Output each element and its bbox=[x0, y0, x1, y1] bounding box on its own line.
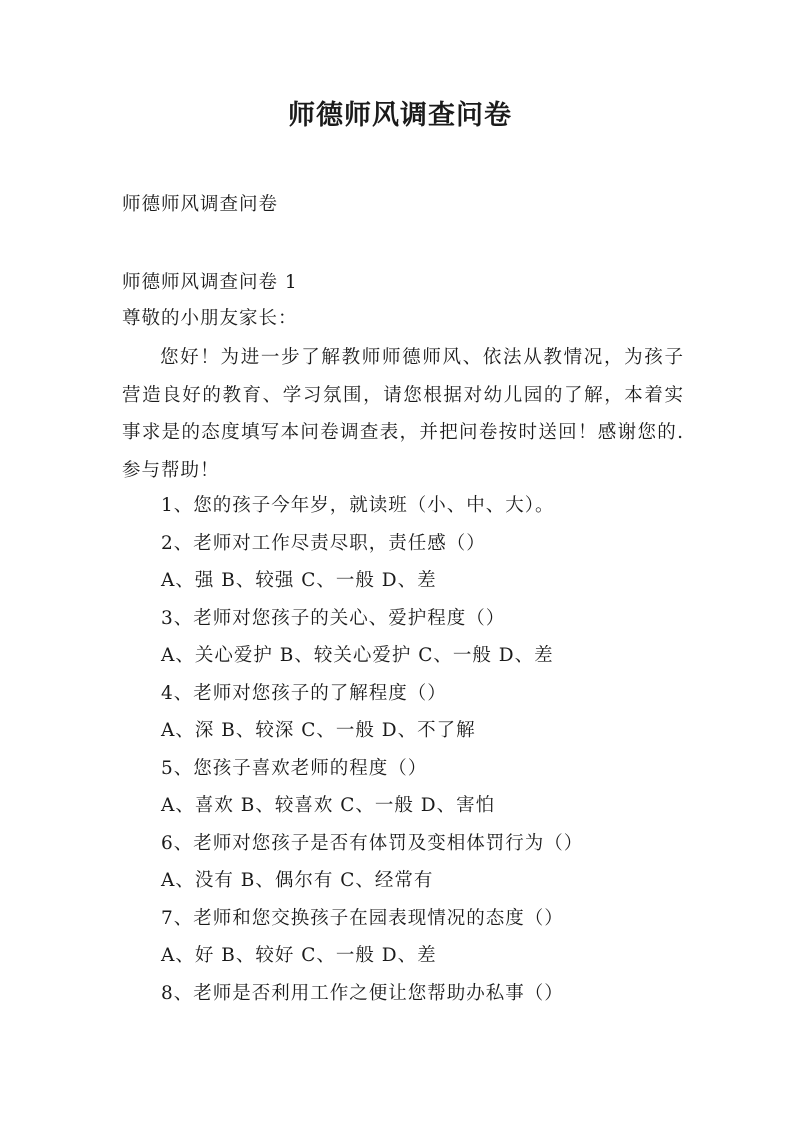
document-title: 师德师风调查问卷 bbox=[288, 100, 512, 131]
question-item: 4、老师对您孩子的了解程度（） bbox=[161, 682, 447, 704]
document-subtitle: 师德师风调查问卷 bbox=[122, 194, 279, 215]
answer-options: A、喜欢 B、较喜欢 C、一般 D、害怕 bbox=[161, 795, 496, 816]
question-item: 5、您孩子喜欢老师的程度（） bbox=[161, 757, 428, 779]
answer-options: A、深 B、较深 C、一般 D、不了解 bbox=[161, 720, 476, 741]
answer-options: A、没有 B、偶尔有 C、经常有 bbox=[161, 870, 434, 891]
question-item: 8、老师是否利用工作之便让您帮助办私事（） bbox=[161, 982, 564, 1004]
question-item: 1、您的孩子今年岁，就读班（小、中、大）。 bbox=[161, 495, 555, 516]
answer-options: A、强 B、较强 C、一般 D、差 bbox=[161, 570, 437, 591]
question-list bbox=[161, 487, 691, 1012]
answer-options: 2、老师对工作尽责尽职，责任感（） bbox=[161, 532, 486, 554]
answer-options: A、关心爱护 B、较关心爱护 C、一般 D、差 bbox=[161, 645, 554, 666]
section-heading: 师德师风调查问卷 1 bbox=[122, 272, 298, 293]
question-item: 7、老师和您交换孩子在园表现情况的态度（） bbox=[161, 907, 564, 929]
salutation: 尊敬的小朋友家长： bbox=[122, 308, 298, 329]
intro-paragraph: 您好！为进一步了解教师师德师风、依法从教情况，为孩子营造良好的教育、学习氛围，请您根据对幼儿园的了解，本着实事求是的态度填写本问卷调查表，并把问卷按时送回！感谢您的.参与帮助！ bbox=[122, 347, 684, 481]
answer-options: A、好 B、较好 C、一般 D、差 bbox=[161, 945, 437, 966]
question-item: 3、老师对您孩子的关心、爱护程度（） bbox=[161, 607, 506, 629]
question-item: 6、老师对您孩子是否有体罚及变相体罚行为（） bbox=[161, 832, 584, 854]
